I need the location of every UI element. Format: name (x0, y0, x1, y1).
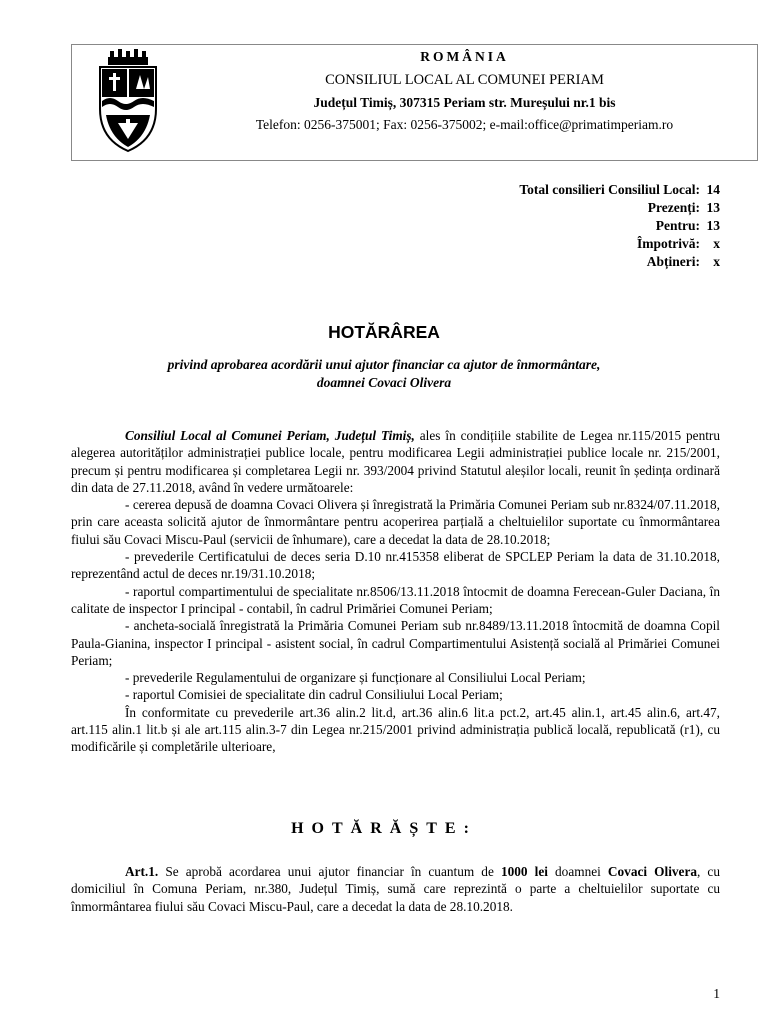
council-contact: Telefon: 0256-375001; Fax: 0256-375002; e-mail:office@primatimperiam.ro (255, 117, 674, 132)
vote-label: Pentru: (655, 218, 700, 233)
preamble-lead: Consiliul Local al Comunei Periam, Județul Timiș, (125, 428, 415, 443)
article-text: Se aprobă acordarea unui ajutor financiar în cuantum de (158, 864, 501, 879)
article-section (71, 863, 720, 915)
article-text: doamnei (547, 864, 608, 879)
subtitle-line: privind aprobarea acordării unui ajutor financiar ca ajutor de înmormântare, (167, 357, 601, 372)
consideration-item: - cererea depusă de doamna Covaci Olivera și înregistrată la Primăria Comunei Periam sub nr.8324/07.11.2018, prin care aceasta solicită ajutor de înmormântare pentru acoperirea parțială a cheltuielilor suportate cu înmormântarea fiului său Covaci Miscu-Paul (servicii de înhumare), care a decedat la data de 28.10.2018; (71, 497, 720, 547)
country-name: ROMÂNIA (420, 49, 509, 64)
subtitle-line: doamnei Covaci Olivera (316, 375, 452, 390)
vote-row-total (519, 181, 720, 199)
vote-row-against (519, 235, 720, 253)
vote-value: 14 (706, 182, 720, 197)
coat-of-arms-icon (96, 49, 160, 153)
beneficiary-name: Covaci Olivera (607, 864, 697, 879)
article-label: Art.1. (125, 864, 159, 879)
vote-row-for (519, 217, 720, 235)
vote-value: x (713, 236, 720, 251)
vote-label: Abțineri: (646, 254, 700, 269)
legal-basis: În conformitate cu prevederile art.36 alin.2 lit.d, art.36 alin.6 lit.a pct.2, art.45 alin.1, art.45 alin.6, art.47, art.115 alin.1 lit.b și ale art.115 alin.3-7 din Legea nr.215/2001 privind administrația publică locală, republicată (r1), cu modificările și completările ulterioare, (71, 704, 720, 755)
council-name: CONSILIUL LOCAL AL COMUNEI PERIAM (325, 72, 604, 88)
vote-label: Împotrivă: (637, 236, 700, 251)
consideration-item: - ancheta-socială înregistrată la Primăria Comunei Periam sub nr.8489/13.11.2018 întocmită de doamna Copil Paula-Gianina, inspector I principal - asistent social, în cadrul Compartimentului Asistență socială al Primăriei Comunei Periam; (71, 618, 720, 668)
letterhead (71, 44, 758, 161)
consideration-item: - raportul Comisiei de specialitate din cadrul Consiliului Local Periam; (125, 687, 503, 703)
article-text: , cu domiciliul în Comuna Periam, nr.380, Județul Timiș, sumă care reprezintă o parte a cheltuielilor suportate cu înmormântarea fiului său Covaci Miscu-Paul, care a decedat la data de 28.10.2018. (71, 864, 720, 914)
vote-label: Prezenți: (647, 200, 700, 215)
article-1 (71, 863, 720, 915)
preamble-section (71, 427, 720, 756)
consideration-item: - prevederile Regulamentului de organizare și funcționare al Consiliului Local Periam; (125, 670, 586, 686)
page-number: 1 (713, 986, 720, 1001)
vote-value: 13 (706, 218, 720, 233)
vote-row-present (519, 199, 720, 217)
preamble-paragraph (71, 427, 720, 496)
consideration-item: - raportul compartimentului de specialitate nr.8506/13.11.2018 întocmit de doamna Ferecean-Guler Daciana, în calitate de inspector I principal - contabil, în cadrul Primăriei Comunei Periam; (71, 583, 720, 616)
consideration-item: - prevederile Certificatului de deces seria D.10 nr.415358 eliberat de SPCLEP Periam la data de 31.10.2018, reprezentând actul de deces nr.19/31.10.2018; (71, 549, 720, 582)
article-amount: 1000 lei (500, 864, 548, 879)
decision-heading: HOTĂRĂȘTE: (291, 820, 477, 837)
vote-row-abstain (519, 253, 720, 271)
vote-summary (519, 181, 720, 271)
vote-value: 13 (706, 200, 720, 215)
document-subtitle (0, 356, 768, 392)
vote-label: Total consilieri Consiliul Local: (519, 182, 700, 197)
council-address: Județul Timiș, 307315 Periam str. Mureșului nr.1 bis (313, 95, 616, 110)
vote-value: x (713, 254, 720, 269)
document-title: HOTĂRÂREA (328, 322, 440, 342)
preamble-text: ales în condițiile stabilite de Legea nr.115/2015 pentru alegerea autorităților administrației publice locale, pentru modificarea Legii administrației publice locale nr. 215/2001, precum și pentru modificarea și completarea Legii nr. 393/2004 privind Statutul aleșilor locali, reunit în ședința ordinară din data de 27.11.2018, având în vedere următoarele: (71, 428, 720, 495)
